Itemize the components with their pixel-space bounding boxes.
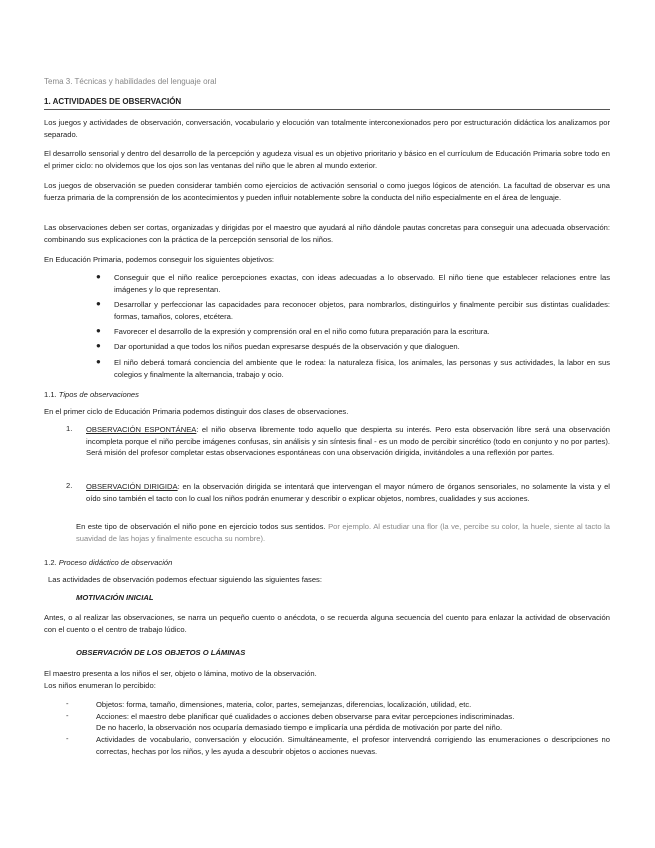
bullet-dot: ● (96, 272, 101, 281)
bullet-item-5: El niño deberá tomará conciencia del ambiente que le rodea: la naturaleza física, los animales, las personas y sus actividades, la labor en sus colegios y finalmente la alternancia, trabajo y ocio. (114, 358, 610, 379)
paragraph-3: Los juegos de observación se pueden considerar también como ejercicios de activación sensorial o como juegos lógicos de atención. La facultad de observar es una fuerza primaria de la comprensión de los acontecimientos y pueden influir notablemente sobre la conducta del niño especialmente en el área de lenguaje. (44, 181, 610, 202)
dash-marker: - (66, 699, 69, 708)
dash-marker: - (66, 711, 69, 720)
bullet-item-4: Dar oportunidad a que todos los niños puedan expresarse después de la observación y que dialoguen. (114, 342, 460, 351)
subsection-2-title (44, 558, 172, 567)
dirigida-note (76, 521, 610, 544)
definition: : el niño observa libremente todo aquello que despierta su interés. Pero esta observación libre será una observación incompleta porque el niño percibe imágenes confusas, sin análisis y sin síntesis final - es un modo de percibir sincrético (todo en conjunto y no por partes). Será misión del profesor completar estas observaciones espontáneas con una observación dirigida, invitándoles a una reflexión por partes. (86, 425, 610, 457)
list-number: 1. (66, 424, 73, 433)
phase-2-line-2: Los niños enumeran lo percibido: (44, 681, 156, 690)
subsection-2-intro: Las actividades de observación podemos efectuar siguiendo las siguientes fases: (48, 575, 322, 584)
phase-2-title: OBSERVACIÓN DE LOS OBJETOS O LÁMINAS (76, 648, 246, 657)
example-text: Por ejemplo. Al estudiar una flor (la ve, percibe su color, la huele, siente al tacto la suavidad de las hojas y finalmente escucha su nombre). (76, 522, 611, 543)
bullet-item-1: Conseguir que el niño realice percepciones exactas, con ideas adecuadas a lo observado. El niño tiene que establecer relaciones entre las imágenes y lo que representan. (114, 273, 610, 294)
phase-2-line-1: El maestro presenta a los niños el ser, objeto o lámina, motivo de la observación. (44, 669, 317, 678)
bullet-dot: ● (96, 357, 101, 366)
term: OBSERVACIÓN DIRIGIDA (86, 482, 178, 491)
dash-marker: - (66, 734, 69, 743)
dash-item-3: Actividades de vocabulario, conversación y elocución. Simultáneamente, el profesor intervendrá corrigiendo las enumeraciones o descripciones no correctas, hechas por los niños, y les ayuda a descubrir objetos o acciones nuevas. (96, 735, 610, 756)
paragraph-5: En Educación Primaria, podemos conseguir los siguientes objetivos: (44, 255, 275, 264)
phase-1-title: MOTIVACIÓN INICIAL (76, 593, 154, 602)
subsection-label: Proceso didáctico de observación (58, 558, 173, 567)
section-title: 1. ACTIVIDADES DE OBSERVACIÓN (44, 97, 610, 110)
list-number: 2. (66, 481, 73, 490)
bullet-dot: ● (96, 341, 101, 350)
paragraph-4: Las observaciones deben ser cortas, organizadas y dirigidas por el maestro que ayudará al niño dándole pautas concretas para conseguir una adecuada observación: combinando sus explicaciones con la práctica de la percepción sensorial de los niños. (44, 223, 610, 244)
numbered-item-1 (86, 424, 610, 459)
page-header: Tema 3. Técnicas y habilidades del lenguaje oral (44, 77, 217, 86)
subsection-number: 1.2. (44, 558, 57, 567)
dash-item-2: Acciones: el maestro debe planificar qué cualidades o acciones deben observarse para evitar percepciones indiscriminadas. (96, 712, 515, 721)
bullet-dot: ● (96, 299, 101, 308)
subsection-1-intro: En el primer ciclo de Educación Primaria podemos distinguir dos clases de observaciones. (44, 407, 349, 416)
numbered-item-2 (86, 481, 610, 504)
bullet-dot: ● (96, 326, 101, 335)
definition: : en la observación dirigida se intentará que intervengan el mayor número de órganos sensoriales, no solamente la vista y el oído sino también el tacto con lo cual los niños podrán enumerar y describir o explicar objetos, nombres, cualidades y sus acciones. (86, 482, 610, 503)
dash-item-2-continued: De no hacerlo, la observación nos ocuparía demasiado tiempo e implicaría una pérdida de motivación por parte del niño. (96, 723, 503, 732)
dash-item-1: Objetos: forma, tamaño, dimensiones, materia, color, partes, semejanzas, diferencias, localización, utilidad, etc. (96, 700, 472, 709)
subsection-number: 1.1. (44, 390, 57, 399)
term: OBSERVACIÓN ESPONTÁNEA (86, 425, 197, 434)
note-text: En este tipo de observación el niño pone en ejercicio todos sus sentidos. (76, 522, 326, 531)
paragraph-2: El desarrollo sensorial y dentro del desarrollo de la percepción y agudeza visual es un objetivo prioritario y básico en el currículum de Educación Primaria sobre todo en el primer ciclo: no olvidemos que los ojos son las ventanas del niño que le abren al mundo exterior. (44, 149, 610, 170)
bullet-item-2: Desarrollar y perfeccionar las capacidades para reconocer objetos, para nombrarlos, distinguirlos y finalmente percibir sus distintas cualidades: formas, tamaños, colores, etcétera. (114, 300, 610, 321)
phase-1-text: Antes, o al realizar las observaciones, se narra un pequeño cuento o anécdota, o se recuerda alguna secuencia del cuento para enlazar la actividad de observación con el cuento o el centro de trabajo lúdico. (44, 613, 610, 634)
subsection-1-title (44, 390, 139, 399)
paragraph-1: Los juegos y actividades de observación, conversación, vocabulario y elocución van totalmente interconexionados pero por estructuración didáctica los analizamos por separado. (44, 118, 610, 139)
bullet-item-3: Favorecer el desarrollo de la expresión y comprensión oral en el niño como futura preparación para la escritura. (114, 327, 490, 336)
subsection-label: Tipos de observaciones (58, 390, 139, 399)
